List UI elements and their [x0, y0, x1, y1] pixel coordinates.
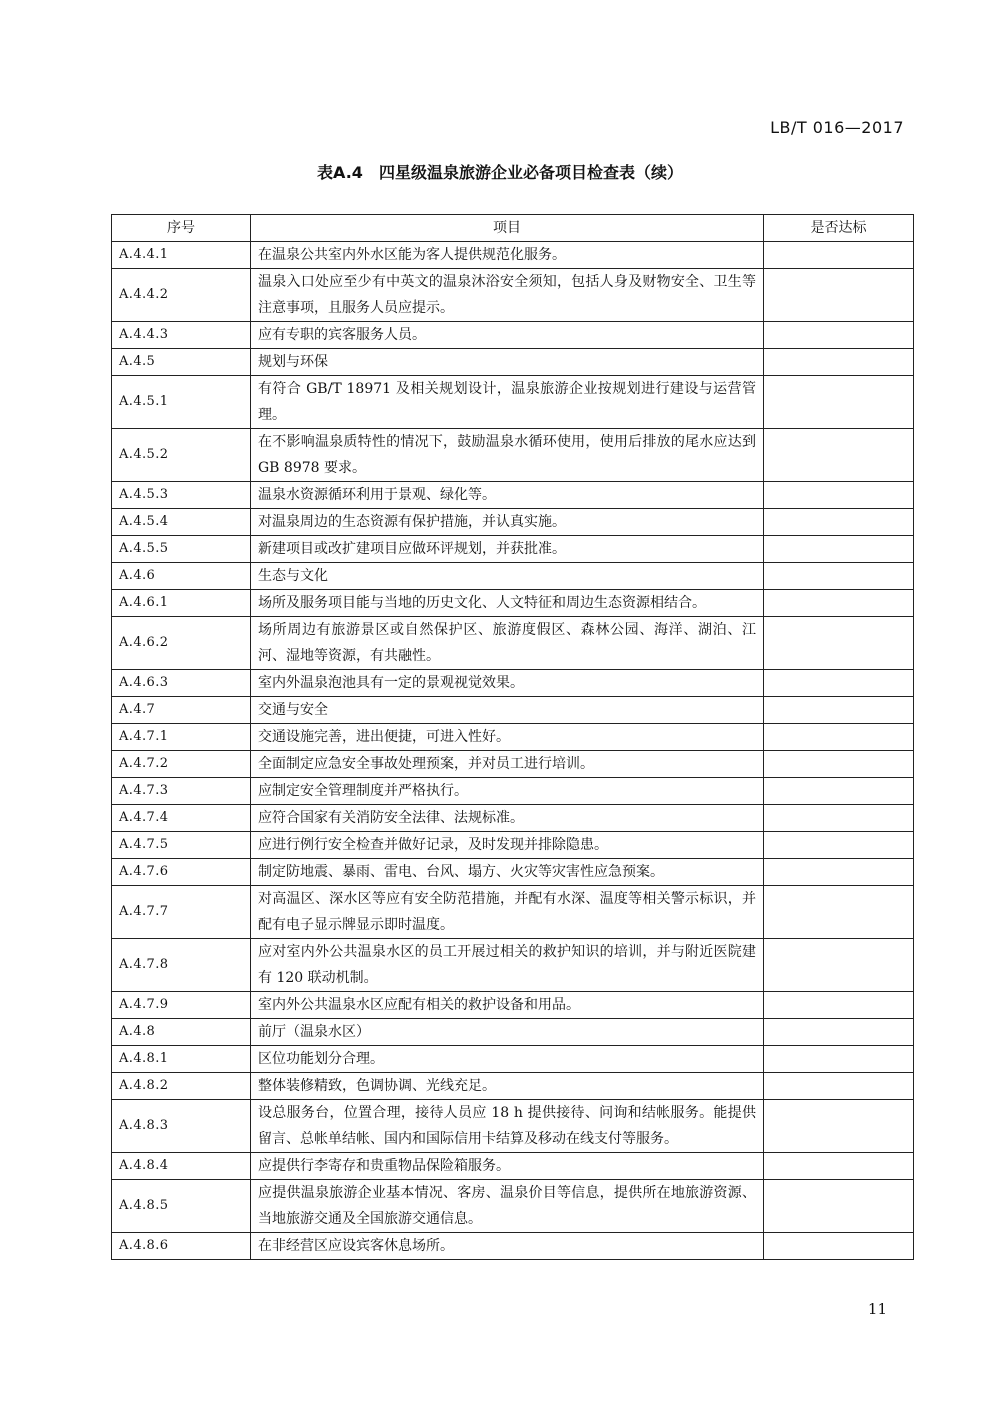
row-compliance-cell: [764, 349, 914, 376]
row-compliance-cell: [764, 242, 914, 269]
row-item-cell: 室内外公共温泉水区应配有相关的救护设备和用品。: [251, 992, 764, 1019]
row-compliance-cell: [764, 1153, 914, 1180]
row-item-cell: 制定防地震、暴雨、雷电、台风、塌方、火灾等灾害性应急预案。: [251, 859, 764, 886]
row-compliance-cell: [764, 509, 914, 536]
row-compliance-cell: [764, 1100, 914, 1153]
row-number-cell: A.4.4.1: [112, 242, 251, 269]
row-number-cell: A.4.7.8: [112, 939, 251, 992]
row-compliance-cell: [764, 536, 914, 563]
table-row: [112, 1100, 914, 1153]
row-compliance-cell: [764, 429, 914, 482]
row-number-cell: A.4.4.3: [112, 322, 251, 349]
row-item-cell: 在不影响温泉质特性的情况下，鼓励温泉水循环使用，使用后排放的尾水应达到 GB 8978 要求。: [251, 429, 764, 482]
row-compliance-cell: [764, 1233, 914, 1260]
row-number-cell: A.4.5.2: [112, 429, 251, 482]
row-compliance-cell: [764, 1046, 914, 1073]
table-row: [112, 563, 914, 590]
row-item-cell: 场所及服务项目能与当地的历史文化、人文特征和周边生态资源相结合。: [251, 590, 764, 617]
row-item-cell: 应制定安全管理制度并严格执行。: [251, 778, 764, 805]
row-item-cell: 在非经营区应设宾客休息场所。: [251, 1233, 764, 1260]
row-number-cell: A.4.8.4: [112, 1153, 251, 1180]
row-item-cell: 应提供温泉旅游企业基本情况、客房、温泉价目等信息，提供所在地旅游资源、当地旅游交通及全国旅游交通信息。: [251, 1180, 764, 1233]
table-header-row: [112, 215, 914, 242]
row-item-cell: 交通与安全: [251, 697, 764, 724]
table-row: [112, 1180, 914, 1233]
row-item-cell: 温泉水资源循环利用于景观、绿化等。: [251, 482, 764, 509]
row-item-cell: 场所周边有旅游景区或自然保护区、旅游度假区、森林公园、海洋、湖泊、江河、湿地等资源，有共融性。: [251, 617, 764, 670]
table-body: [112, 242, 914, 1260]
row-item-cell: 温泉入口处应至少有中英文的温泉沐浴安全须知，包括人身及财物安全、卫生等注意事项，且服务人员应提示。: [251, 269, 764, 322]
row-item-cell: 整体装修精致，色调协调、光线充足。: [251, 1073, 764, 1100]
table-row: [112, 697, 914, 724]
table-row: [112, 349, 914, 376]
table-row: [112, 1153, 914, 1180]
row-compliance-cell: [764, 697, 914, 724]
row-compliance-cell: [764, 992, 914, 1019]
row-compliance-cell: [764, 751, 914, 778]
row-item-cell: 应有专职的宾客服务人员。: [251, 322, 764, 349]
table-row: [112, 269, 914, 322]
row-item-cell: 应提供行李寄存和贵重物品保险箱服务。: [251, 1153, 764, 1180]
row-compliance-cell: [764, 778, 914, 805]
row-number-cell: A.4.8.2: [112, 1073, 251, 1100]
row-compliance-cell: [764, 1019, 914, 1046]
row-item-cell: 设总服务台，位置合理，接待人员应 18 h 提供接待、问询和结帐服务。能提供留言、总帐单结帐、国内和国际信用卡结算及移动在线支付等服务。: [251, 1100, 764, 1153]
row-compliance-cell: [764, 859, 914, 886]
table-row: [112, 376, 914, 429]
row-number-cell: A.4.7.5: [112, 832, 251, 859]
row-item-cell: 全面制定应急安全事故处理预案，并对员工进行培训。: [251, 751, 764, 778]
row-compliance-cell: [764, 724, 914, 751]
table-row: [112, 1019, 914, 1046]
table-row: [112, 859, 914, 886]
row-number-cell: A.4.7: [112, 697, 251, 724]
row-item-cell: 应进行例行安全检查并做好记录，及时发现并排除隐患。: [251, 832, 764, 859]
table-row: [112, 778, 914, 805]
row-number-cell: A.4.4.2: [112, 269, 251, 322]
row-compliance-cell: [764, 590, 914, 617]
table-row: [112, 724, 914, 751]
table-title: 表A.4 四星级温泉旅游企业必备项目检查表（续）: [317, 163, 683, 182]
row-compliance-cell: [764, 482, 914, 509]
row-number-cell: A.4.5.3: [112, 482, 251, 509]
column-header-compliance: 是否达标: [764, 215, 914, 242]
row-item-cell: 对高温区、深水区等应有安全防范措施，并配有水深、温度等相关警示标识，并配有电子显示牌显示即时温度。: [251, 886, 764, 939]
row-number-cell: A.4.7.4: [112, 805, 251, 832]
row-compliance-cell: [764, 886, 914, 939]
row-number-cell: A.4.6.3: [112, 670, 251, 697]
table-row: [112, 509, 914, 536]
row-number-cell: A.4.6: [112, 563, 251, 590]
row-number-cell: A.4.5.4: [112, 509, 251, 536]
row-compliance-cell: [764, 1180, 914, 1233]
row-compliance-cell: [764, 376, 914, 429]
row-compliance-cell: [764, 617, 914, 670]
page-number: 11: [867, 1300, 887, 1318]
table-row: [112, 886, 914, 939]
row-number-cell: A.4.7.7: [112, 886, 251, 939]
table-row: [112, 751, 914, 778]
row-item-cell: 在温泉公共室内外水区能为客人提供规范化服务。: [251, 242, 764, 269]
row-item-cell: 交通设施完善，进出便捷，可进入性好。: [251, 724, 764, 751]
row-compliance-cell: [764, 322, 914, 349]
row-item-cell: 应对室内外公共温泉水区的员工开展过相关的救护知识的培训，并与附近医院建有 120 联动机制。: [251, 939, 764, 992]
row-number-cell: A.4.8.3: [112, 1100, 251, 1153]
row-item-cell: 新建项目或改扩建项目应做环评规划，并获批准。: [251, 536, 764, 563]
row-compliance-cell: [764, 939, 914, 992]
row-item-cell: 区位功能划分合理。: [251, 1046, 764, 1073]
row-number-cell: A.4.5.1: [112, 376, 251, 429]
row-item-cell: 应符合国家有关消防安全法律、法规标准。: [251, 805, 764, 832]
row-compliance-cell: [764, 670, 914, 697]
table-row: [112, 832, 914, 859]
row-number-cell: A.4.5: [112, 349, 251, 376]
row-number-cell: A.4.7.6: [112, 859, 251, 886]
row-number-cell: A.4.8: [112, 1019, 251, 1046]
table-row: [112, 670, 914, 697]
table-row: [112, 482, 914, 509]
row-number-cell: A.4.8.6: [112, 1233, 251, 1260]
table-row: [112, 242, 914, 269]
table-row: [112, 322, 914, 349]
row-item-cell: 前厅（温泉水区）: [251, 1019, 764, 1046]
table-row: [112, 617, 914, 670]
row-number-cell: A.4.7.2: [112, 751, 251, 778]
row-compliance-cell: [764, 832, 914, 859]
table-row: [112, 429, 914, 482]
table-row: [112, 590, 914, 617]
row-item-cell: 对温泉周边的生态资源有保护措施，并认真实施。: [251, 509, 764, 536]
row-number-cell: A.4.6.2: [112, 617, 251, 670]
row-compliance-cell: [764, 563, 914, 590]
table-row: [112, 939, 914, 992]
document-code: LB/T 016—2017: [770, 118, 904, 137]
column-header-number: 序号: [112, 215, 251, 242]
table-row: [112, 805, 914, 832]
row-item-cell: 室内外温泉泡池具有一定的景观视觉效果。: [251, 670, 764, 697]
row-number-cell: A.4.7.1: [112, 724, 251, 751]
column-header-item: 项目: [251, 215, 764, 242]
row-number-cell: A.4.7.9: [112, 992, 251, 1019]
table-row: [112, 992, 914, 1019]
row-item-cell: 生态与文化: [251, 563, 764, 590]
row-item-cell: 规划与环保: [251, 349, 764, 376]
row-number-cell: A.4.8.1: [112, 1046, 251, 1073]
row-compliance-cell: [764, 1073, 914, 1100]
checklist-table: [111, 214, 914, 1260]
table-row: [112, 1046, 914, 1073]
row-number-cell: A.4.8.5: [112, 1180, 251, 1233]
row-number-cell: A.4.5.5: [112, 536, 251, 563]
table-row: [112, 536, 914, 563]
row-number-cell: A.4.6.1: [112, 590, 251, 617]
row-compliance-cell: [764, 805, 914, 832]
row-item-cell: 有符合 GB/T 18971 及相关规划设计，温泉旅游企业按规划进行建设与运营管理。: [251, 376, 764, 429]
table-row: [112, 1233, 914, 1260]
row-number-cell: A.4.7.3: [112, 778, 251, 805]
table-row: [112, 1073, 914, 1100]
row-compliance-cell: [764, 269, 914, 322]
